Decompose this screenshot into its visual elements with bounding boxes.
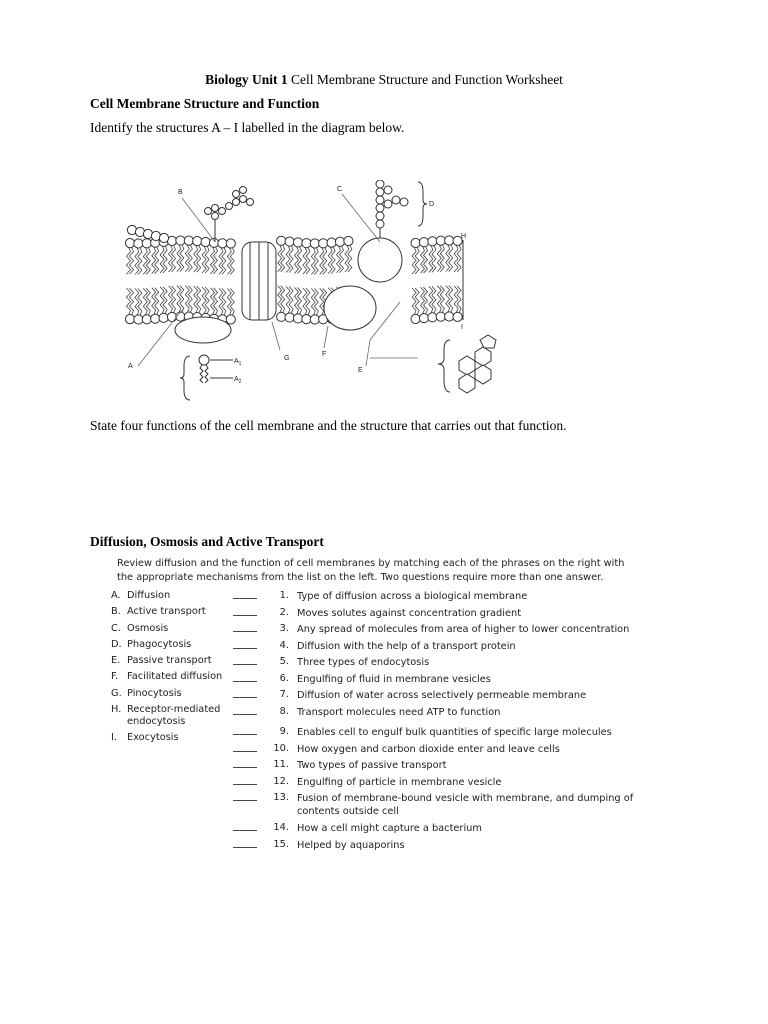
mechanism-item: A. Diffusion [111,590,171,601]
question-row: 15. Helped by aquaporins [233,839,653,852]
answer-blank[interactable] [233,743,257,752]
phospholipid-bilayer [125,225,462,324]
question-row: 13. Fusion of membrane-bound vesicle with membrane, and dumping of contents outside cell [233,792,653,818]
question-row: 11. Two types of passive transport [233,759,653,772]
answer-blank[interactable] [233,759,257,768]
mechanism-item: I. Exocytosis [111,732,179,744]
mechanism-list [111,590,231,749]
answer-blank[interactable] [233,822,257,831]
answer-blank[interactable] [233,607,257,616]
question-row: 4. Diffusion with the help of a transport protein [233,640,653,653]
answer-blank[interactable] [233,623,257,632]
title-rest: Cell Membrane Structure and Function Worksheet [287,72,563,87]
peripheral-protein [175,317,231,343]
label-i: I [461,324,463,331]
answer-blank[interactable] [233,673,257,682]
mechanism-item: G. Pinocytosis [111,687,182,699]
mechanism-item: H. Receptor-mediated endocytosis [111,704,221,728]
glycoprotein [358,238,402,282]
label-b: B [178,189,183,196]
answer-blank[interactable] [233,590,257,599]
mechanism-item: B. Active transport [111,606,206,618]
answer-blank[interactable] [233,776,257,785]
mechanism-item: F. Facilitated diffusion [111,671,223,683]
mechanism-item: D. Phagocytosis [111,638,192,650]
question-row: 10. How oxygen and carbon dioxide enter and leave cells [233,743,653,756]
answer-blank[interactable] [233,689,257,698]
label-f: F [322,351,327,358]
question-row: 8. Transport molecules need ATP to function [233,706,653,719]
question-row: 2. Moves solutes against concentration gradient [233,607,653,620]
answer-blank[interactable] [233,792,257,801]
label-h: H [461,233,467,240]
section-heading-structure: Cell Membrane Structure and Function [90,96,320,111]
question-row: 1. Type of diffusion across a biological membrane [233,590,653,603]
label-e: E [358,367,363,374]
question-row: 14. How a cell might capture a bacterium [233,822,653,835]
cell-membrane-diagram [118,180,528,412]
question-row: 12. Engulfing of particle in membrane vesicle [233,776,653,789]
question-row: 3. Any spread of molecules from area of higher to lower concentration [233,623,653,636]
question-row: 9. Enables cell to engulf bulk quantities of specific large molecules [233,726,653,739]
label-a1: $A_1$ [234,358,242,367]
section-heading-diffusion: Diffusion, Osmosis and Active Transport [90,534,324,549]
glycolipid-chain [205,187,254,243]
cholesterol [459,335,496,393]
label-c: C [337,186,343,193]
question-row: 7. Diffusion of water across selectively permeable membrane [233,689,653,702]
title-bold: Biology Unit 1 [205,72,288,87]
answer-blank[interactable] [233,656,257,665]
identify-instruction: Identify the structures A – I labelled in the diagram below. [90,120,405,135]
label-g: G [284,355,290,362]
integral-protein [324,286,376,330]
question-row: 5. Three types of endocytosis [233,656,653,669]
label-a: A [128,363,133,370]
question-row: 6. Engulfing of fluid in membrane vesicles [233,673,653,686]
phospholipid-detail [199,355,233,383]
channel-protein [242,242,276,320]
glycoprotein-chain [376,180,408,238]
functions-instruction: State four functions of the cell membrane and the structure that carries out that function. [90,418,567,433]
answer-blank[interactable] [233,706,257,715]
mechanism-item: E. Passive transport [111,655,212,667]
matching-intro: Review diffusion and the function of cell membranes by matching each of the phrases on the right with the appropriate mechanisms from the list on the left. Two questions require more than one answer. [117,558,625,583]
answer-blank[interactable] [233,726,257,735]
answer-blank[interactable] [233,839,257,848]
label-a2: $A_2$ [234,376,242,385]
worksheet-title [0,72,768,88]
answer-blank[interactable] [233,640,257,649]
label-d: D [429,201,435,208]
mechanism-item: C. Osmosis [111,622,169,634]
